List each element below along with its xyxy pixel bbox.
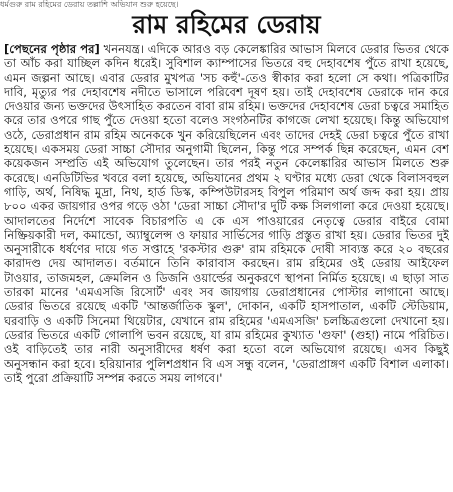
article-text: খননযন্ত্র। এদিকে আরও বড় কেলেঙ্কারির আভাস মিলবে ডেরার ভিতর থেকে তা আঁচ করা যাচ্ছিল কদিন ধরেই। সুবিশাল ক্যাম্পাসের ভিতরে বহু দেহাবশেষ পুঁতে রাখা হয়েছে, এমন জল্পনা আছে। এবার ডেরার মুখপত্র 'সচ কহুঁ'-তেও স্বীকার করা হলো সে কথা। পত্রিকাটির দাবি, মৃত্যুর পর দেহাবশেষ নদীতে ভাসালে পরিবেশ দূষণ হয়। তাই দেহাবশেষ ডেরাকে দান করে দেওয়ার জন্য ভক্তদের উৎসাহিত করতেন বাবা রাম রহিম। ভক্তদের দেহাবশেষ ডেরা চত্বরে সমাহিত করে তার ওপরে গাছ পুঁতে দেওয়া হতো বলেও সংগঠনটির কাগজে লেখা হয়েছে। কিন্তু অভিযোগ ওঠে, ডেরাপ্রধান রাম রহিম অনেককে খুন করিয়েছিলেন এবং তাদের দেহই ডেরা চত্বরে পুঁতে রাখা হয়েছে। একসময় ডেরা সাচ্চা সৌদার অনুগামী ছিলেন, কিন্তু পরে সম্পর্ক ছিন্ন করেছেন, এমন বেশ কয়েকজন সম্প্রতি এই অভিযোগ তুলেছেন। তার পরই নতুন কেলেঙ্কারির আভাস মিলতে শুরু করেছে। এনডিটিভির খবরে বলা হয়েছে, অভিযানের প্রথম ২ ঘণ্টার মধ্যে ডেরা থেকে বিলাসবহুল গাড়ি, অর্থ, নিষিদ্ধ মুদ্রা, নিথ, হার্ড ডিস্ক, কম্পিউটারসহ বিপুল পরিমাণ অর্থ জব্দ করা হয়। প্রায় ৮০০ একর জায়গার ওপর গড়ে ওঠা 'ডেরা সাচ্চা সৌদা'র দুটি কক্ষ সিলগালা করে দেওয়া হয়েছে। আদালতের নির্দেশে সাবেক বিচারপতি এ কে এস পাওয়ারের নেতৃত্বে ডেরার বাইরে বোমা নিষ্ক্রিয়কারী দল, কমান্ডো, অ্যাম্বুলেন্স ও ফায়ার সার্ভিসের গাড়ি প্রস্তুত রাখা হয়। ডেরার ভিতর দুই অনুসারীকে ধর্ষণের দায়ে গত সপ্তাহে 'রকস্টার গুরু' রাম রহিমকে দোষী সাব্যস্ত করে ২০ বছরের কারাদণ্ড দেয় আদালত। বর্তমানে তিনি কারাবাস করছেন। রাম রহিমের ওই ডেরায় আইফেল টাওয়ার, তাজমহল, ক্রেমলিন ও ডিজনি ওয়ার্ল্ডের অনুকরণে স্থাপনা নির্মিত হয়েছে। এ ছাড়া সাত তারকা মানের 'এমএসজি রিসোর্ট' এবং সব জায়গায় ডেরাপ্রধানের পোস্টার লাগানো আছে। ডেরার ভিতরে রয়েছে একটি 'আন্তর্জাতিক স্কুল', দোকান, একটি হাসপাতাল, একটি স্টেডিয়াম, ঘরবাড়ি ও একটি সিনেমা থিয়েটার, যেখানে রাম রহিমের 'এমএসজি' চলচ্চিত্রগুলো দেখানো হয়। ডেরার ভিতরে একটি গোলাপি ভবন রয়েছে, যা রাম রহিমের কুখ্যাত 'গুফা' (গুহা) নামে পরিচিত। ওই বাড়িতেই তার নারী অনুসারীদের ধর্ষণ করা হতো বলে অভিযোগ রয়েছে। এসব কিছুই অনুসন্ধান করা হবে। হরিয়ানার পুলিশপ্রধান বি এস সন্ধু বলেন, 'ডেরাপ্রাঙ্গণ একটি বিশাল এলাকা। তাই পুরো প্রক্রিয়াটি সম্পন্ন করতে সময় লাগবে।' <box>4 42 449 385</box>
article-paragraph <box>4 42 449 385</box>
previous-article-fragment: ধর্মগুরু রাম রহিমের ডেরায় তল্লাশি অভিযান শুরু হয়েছে। <box>0 0 179 9</box>
continuation-marker: [পেছনের পৃষ্ঠার পর] <box>4 42 100 56</box>
article-headline: রাম রহিমের ডেরায় <box>132 10 321 39</box>
article-body <box>4 42 449 492</box>
